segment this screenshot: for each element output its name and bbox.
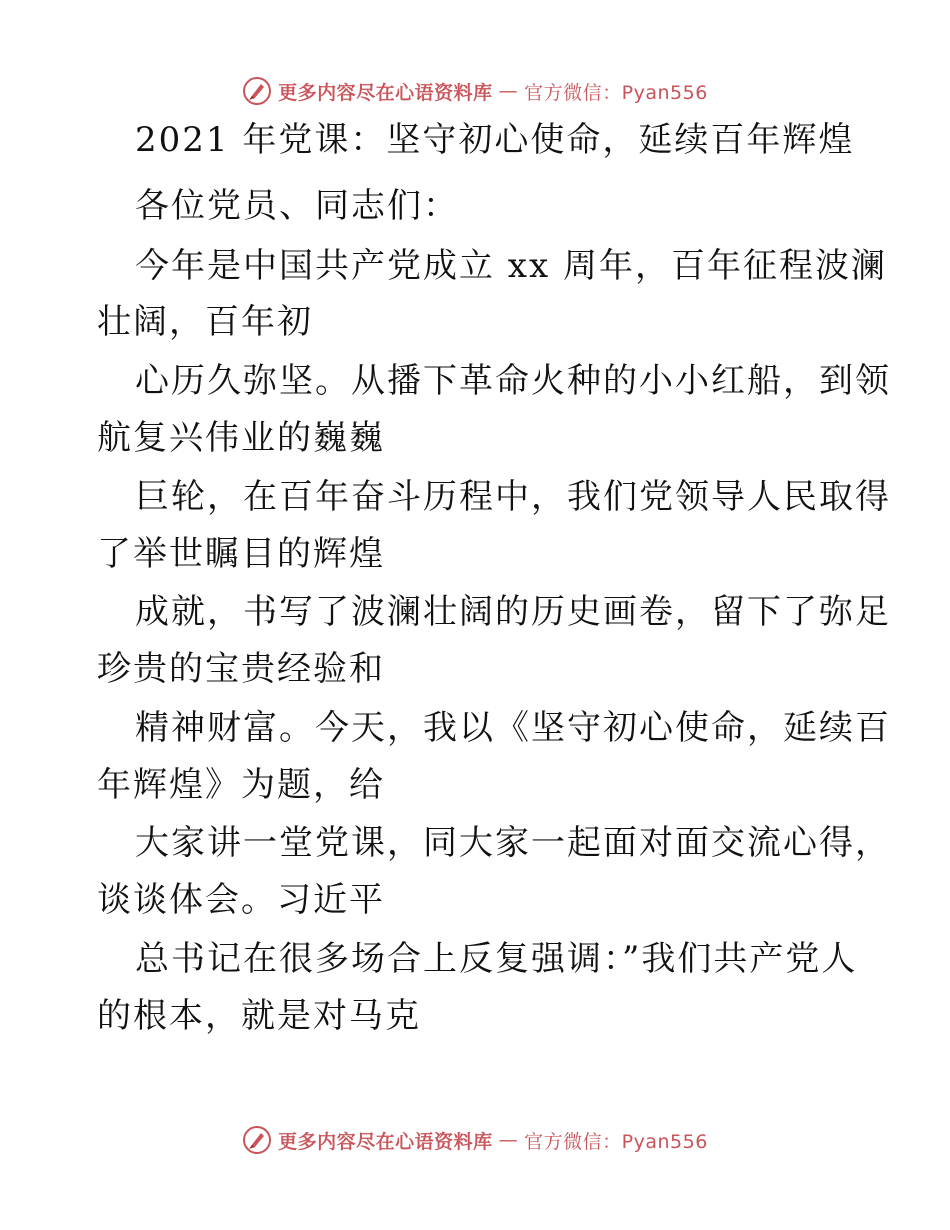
document-title: 2021 年党课：坚守初心使命，延续百年辉煌 (135, 120, 855, 160)
paragraph-line: 了举世瞩目的辉煌 (97, 534, 385, 574)
watermark-text: 更多内容尽在心语资料库 (278, 1130, 493, 1153)
watermark-wechat: 官方微信：Pyan556 (524, 1130, 708, 1153)
footer-watermark (0, 1125, 950, 1155)
paragraph-line: 心历久弥坚。从播下革命火种的小小红船，到领 (135, 361, 891, 401)
paragraph-line: 巨轮，在百年奋斗历程中，我们党领导人民取得 (135, 477, 891, 517)
watermark-separator: — (498, 1129, 519, 1151)
paragraph-line: 精神财富。今天，我以《坚守初心使命，延续百 (135, 708, 891, 748)
paragraph-line: 谈谈体会。习近平 (97, 880, 385, 920)
paragraph-line: 成就，书写了波澜壮阔的历史画卷，留下了弥足 (135, 592, 891, 632)
paragraph-line: 的根本，就是对马克 (97, 996, 421, 1036)
pen-nib-logo-icon (242, 1125, 272, 1155)
paragraph-line: 年辉煌》为题，给 (97, 765, 385, 805)
watermark-separator: — (498, 80, 519, 102)
pen-nib-logo-icon (242, 76, 272, 106)
watermark-text: 更多内容尽在心语资料库 (278, 81, 493, 104)
paragraph-line: 航复兴伟业的巍巍 (97, 418, 385, 458)
paragraph-line: 总书记在很多场合上反复强调：”我们共产党人 (135, 939, 858, 979)
paragraph-line: 今年是中国共产党成立 xx 周年，百年征程波澜 (135, 246, 887, 286)
paragraph-line: 大家讲一堂党课，同大家一起面对面交流心得， (135, 823, 891, 863)
salutation: 各位党员、同志们： (135, 186, 459, 226)
watermark-wechat: 官方微信：Pyan556 (524, 81, 708, 104)
paragraph-line: 珍贵的宝贵经验和 (97, 649, 385, 689)
header-watermark (0, 76, 950, 106)
paragraph-line: 壮阔，百年初 (97, 302, 313, 342)
